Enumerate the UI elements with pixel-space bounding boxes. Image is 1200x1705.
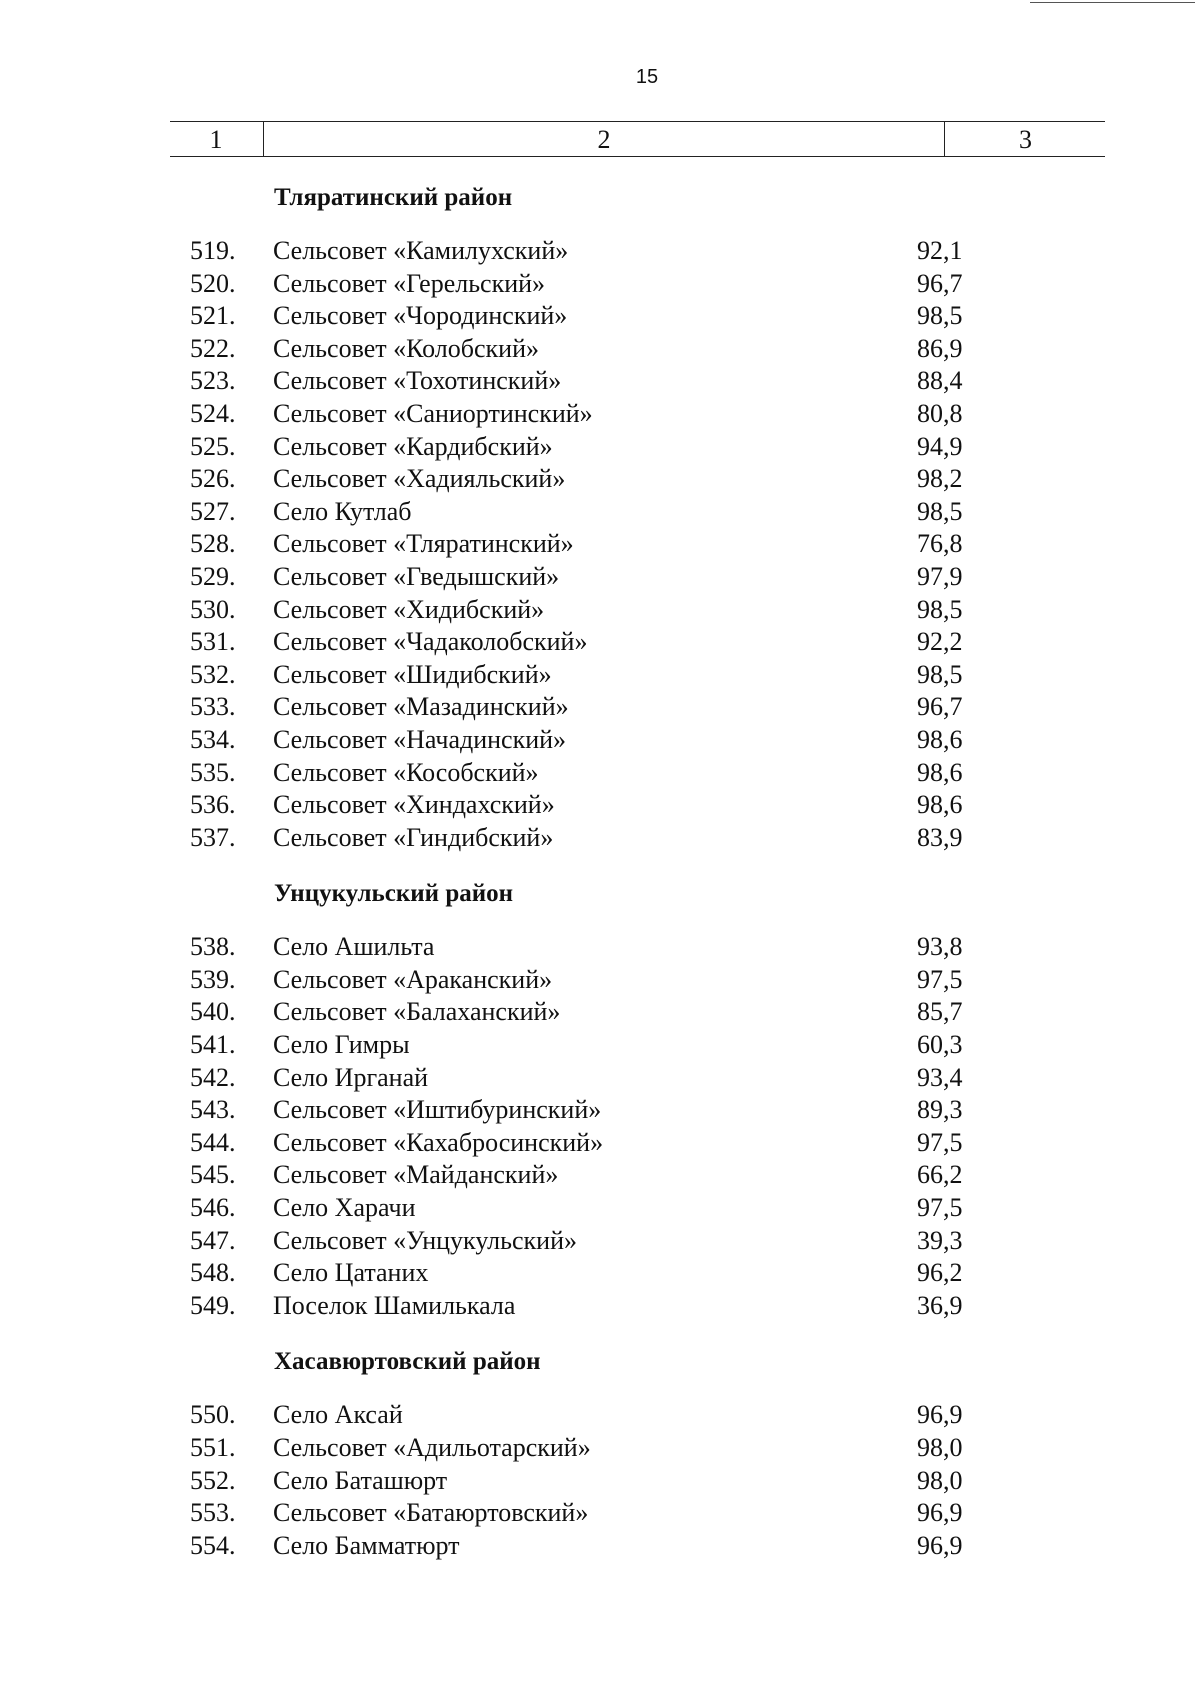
row-number: 549. xyxy=(190,1290,236,1320)
row-value: 92,2 xyxy=(917,627,963,657)
row-name: Село Ирганай xyxy=(273,1062,429,1092)
table-row xyxy=(0,1399,1200,1432)
table-row xyxy=(0,1257,1200,1290)
row-number: 538. xyxy=(190,932,236,962)
row-value: 97,9 xyxy=(917,561,963,591)
table-row xyxy=(0,1062,1200,1095)
table-row xyxy=(0,996,1200,1029)
row-name: Село Бамматюрт xyxy=(273,1530,460,1560)
table-row xyxy=(0,1290,1200,1323)
row-number: 532. xyxy=(190,659,236,689)
row-value: 97,5 xyxy=(917,1127,963,1157)
table-row xyxy=(0,822,1200,855)
row-name: Сельсовет «Начадинский» xyxy=(273,724,567,754)
row-name: Сельсовет «Гиндибский» xyxy=(273,822,554,852)
table-row xyxy=(0,1465,1200,1498)
table-row xyxy=(0,594,1200,627)
row-number: 551. xyxy=(190,1433,236,1462)
table-row xyxy=(0,931,1200,964)
section-title: Тляратинский район xyxy=(274,184,513,211)
row-number: 529. xyxy=(190,561,236,591)
row-number: 535. xyxy=(190,757,236,787)
row-number: 519. xyxy=(190,236,236,265)
table-row xyxy=(0,659,1200,692)
row-number: 540. xyxy=(190,997,236,1027)
row-name: Сельсовет «Тляратинский» xyxy=(273,529,574,559)
row-name: Поселок Шамилькала xyxy=(273,1290,516,1320)
row-number: 533. xyxy=(190,692,236,722)
table-row xyxy=(0,528,1200,561)
row-value: 86,9 xyxy=(917,333,963,363)
row-number: 542. xyxy=(190,1062,236,1092)
table-row xyxy=(0,235,1200,268)
table-row xyxy=(0,1530,1200,1563)
column-header-3: 3 xyxy=(944,122,1106,156)
table-row xyxy=(0,561,1200,594)
row-number: 550. xyxy=(190,1400,236,1430)
table-row xyxy=(0,365,1200,398)
row-name: Село Гимры xyxy=(273,1030,410,1060)
row-name: Сельсовет «Гведышский» xyxy=(273,561,560,591)
table-row xyxy=(0,1094,1200,1127)
row-name: Сельсовет «Батаюртовский» xyxy=(273,1498,589,1528)
section-rows xyxy=(0,1399,1200,1562)
row-name: Село Аксай xyxy=(273,1400,403,1430)
row-value: 98,0 xyxy=(917,1465,963,1495)
row-value: 39,3 xyxy=(917,1225,963,1255)
row-value: 98,5 xyxy=(917,594,963,624)
row-number: 553. xyxy=(190,1498,236,1528)
row-name: Сельсовет «Араканский» xyxy=(273,964,553,994)
table-row xyxy=(0,1127,1200,1160)
row-value: 83,9 xyxy=(917,822,963,852)
row-value: 96,7 xyxy=(917,692,963,722)
row-name: Сельсовет «Хиндахский» xyxy=(273,790,555,820)
row-number: 548. xyxy=(190,1258,236,1288)
row-value: 94,9 xyxy=(917,431,963,461)
row-value: 96,9 xyxy=(917,1530,963,1560)
column-header-2: 2 xyxy=(263,122,944,156)
row-number: 528. xyxy=(190,529,236,559)
row-name: Сельсовет «Хидибский» xyxy=(273,594,545,624)
table-row xyxy=(0,496,1200,529)
row-value: 85,7 xyxy=(917,997,963,1027)
row-name: Сельсовет «Саниортинский» xyxy=(273,398,593,428)
row-name: Сельсовет «Хадияльский» xyxy=(273,464,566,494)
row-number: 545. xyxy=(190,1160,236,1190)
row-value: 97,5 xyxy=(917,964,963,994)
row-number: 544. xyxy=(190,1127,236,1157)
row-value: 66,2 xyxy=(917,1160,963,1190)
row-value: 76,8 xyxy=(917,529,963,559)
table-row xyxy=(0,626,1200,659)
row-value: 98,6 xyxy=(917,757,963,787)
row-number: 520. xyxy=(190,268,236,298)
row-number: 524. xyxy=(190,398,236,428)
row-number: 521. xyxy=(190,301,236,331)
section-rows xyxy=(0,931,1200,1322)
row-value: 36,9 xyxy=(917,1290,963,1320)
page-number: 15 xyxy=(635,66,659,88)
table-row xyxy=(0,1432,1200,1465)
row-number: 537. xyxy=(190,822,236,852)
row-number: 525. xyxy=(190,431,236,461)
row-value: 80,8 xyxy=(917,398,963,428)
row-number: 554. xyxy=(190,1530,236,1560)
row-name: Сельсовет «Майданский» xyxy=(273,1160,559,1190)
row-number: 534. xyxy=(190,724,236,754)
row-value: 93,8 xyxy=(917,932,963,962)
table-row xyxy=(0,1225,1200,1258)
table-body xyxy=(0,178,1200,1582)
table-row xyxy=(0,964,1200,997)
table-row xyxy=(0,431,1200,464)
row-value: 98,6 xyxy=(917,790,963,820)
section-title: Хасавюртовский район xyxy=(274,1348,541,1376)
row-value: 89,3 xyxy=(917,1095,963,1125)
row-number: 522. xyxy=(190,333,236,363)
row-value: 98,5 xyxy=(917,301,963,331)
row-number: 543. xyxy=(190,1095,236,1125)
table-row xyxy=(0,463,1200,496)
row-value: 96,7 xyxy=(917,268,963,298)
row-name: Сельсовет «Балаханский» xyxy=(273,997,561,1027)
row-name: Сельсовет «Герельский» xyxy=(273,268,546,298)
section-title: Унцукульский район xyxy=(274,880,514,908)
row-name: Сельсовет «Адильотарский» xyxy=(273,1433,591,1462)
row-number: 539. xyxy=(190,964,236,994)
row-number: 527. xyxy=(190,496,236,526)
row-number: 526. xyxy=(190,464,236,494)
row-number: 531. xyxy=(190,627,236,657)
table-row xyxy=(0,1192,1200,1225)
row-value: 96,2 xyxy=(917,1258,963,1288)
row-name: Сельсовет «Колобский» xyxy=(273,333,540,363)
section-rows xyxy=(0,235,1200,854)
row-number: 523. xyxy=(190,366,236,396)
row-name: Сельсовет «Камилухский» xyxy=(273,236,569,265)
row-number: 547. xyxy=(190,1225,236,1255)
row-value: 98,0 xyxy=(917,1433,963,1462)
row-value: 60,3 xyxy=(917,1030,963,1060)
row-name: Сельсовет «Чородинский» xyxy=(273,301,568,331)
table-row xyxy=(0,1497,1200,1530)
row-name: Село Ашильта xyxy=(273,932,435,962)
row-value: 97,5 xyxy=(917,1193,963,1223)
row-value: 98,2 xyxy=(917,464,963,494)
column-header-1: 1 xyxy=(209,125,223,154)
table-row xyxy=(0,300,1200,333)
row-number: 536. xyxy=(190,790,236,820)
row-value: 96,9 xyxy=(917,1498,963,1528)
row-number: 530. xyxy=(190,594,236,624)
row-value: 98,5 xyxy=(917,659,963,689)
row-value: 92,1 xyxy=(917,236,963,265)
row-name: Село Кутлаб xyxy=(273,496,412,526)
row-number: 541. xyxy=(190,1030,236,1060)
row-name: Сельсовет «Унцукульский» xyxy=(273,1225,578,1255)
table-row xyxy=(0,1029,1200,1062)
table-row xyxy=(0,268,1200,301)
table-row xyxy=(0,757,1200,790)
table-row xyxy=(0,333,1200,366)
row-name: Сельсовет «Мазадинский» xyxy=(273,692,569,722)
table-row xyxy=(0,691,1200,724)
table-row xyxy=(0,1159,1200,1192)
row-name: Сельсовет «Кардибский» xyxy=(273,431,553,461)
row-name: Село Харачи xyxy=(273,1193,416,1223)
row-name: Сельсовет «Кахабросинский» xyxy=(273,1127,604,1157)
row-name: Сельсовет «Шидибский» xyxy=(273,659,552,689)
row-name: Село Баташюрт xyxy=(273,1465,448,1495)
table-row xyxy=(0,789,1200,822)
row-name: Сельсовет «Чадаколобский» xyxy=(273,627,588,657)
row-name: Сельсовет «Кособский» xyxy=(273,757,539,787)
row-value: 96,9 xyxy=(917,1400,963,1430)
row-value: 88,4 xyxy=(917,366,963,396)
row-name: Сельсовет «Тохотинский» xyxy=(273,366,562,396)
table-header xyxy=(170,121,1105,157)
table-row xyxy=(0,724,1200,757)
row-value: 98,5 xyxy=(917,496,963,526)
scan-edge-line xyxy=(1030,2,1195,3)
row-name: Сельсовет «Иштибуринский» xyxy=(273,1095,602,1125)
row-name: Село Цатаних xyxy=(273,1258,429,1288)
row-number: 552. xyxy=(190,1465,236,1495)
table-row xyxy=(0,398,1200,431)
row-value: 93,4 xyxy=(917,1062,963,1092)
row-value: 98,6 xyxy=(917,724,963,754)
row-number: 546. xyxy=(190,1193,236,1223)
